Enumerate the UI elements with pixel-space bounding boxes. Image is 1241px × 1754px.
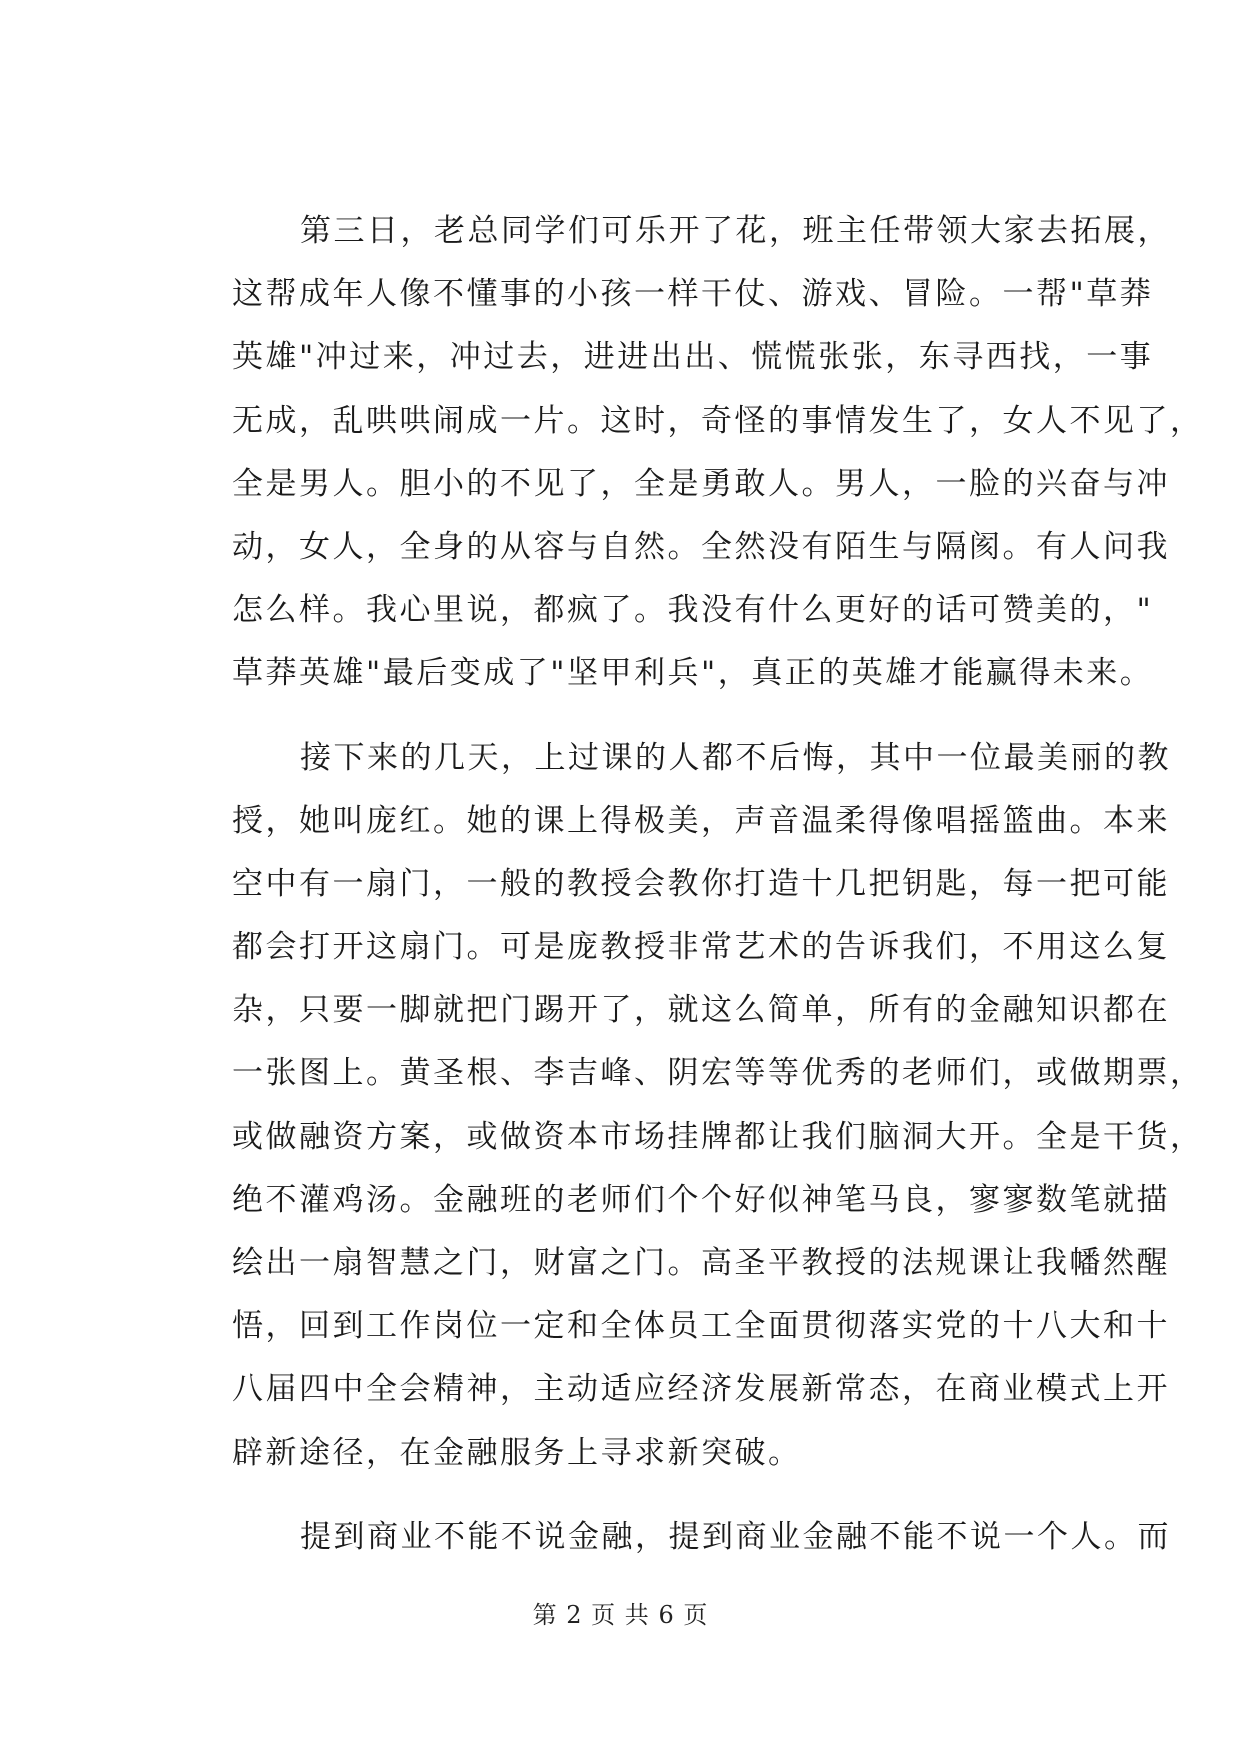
- text-line: 辟新途径，在金融服务上寻求新突破。: [232, 1434, 802, 1471]
- paragraph-2: [232, 727, 1204, 1485]
- paragraph-spacer: [232, 1485, 1077, 1506]
- paragraph-3: [232, 1506, 1171, 1569]
- text-line: 第三日，老总同学们可乐开了花，班主任带领大家去拓展，: [300, 213, 1171, 249]
- document-body: [232, 200, 1204, 1569]
- text-line: 动，女人，全身的从容与自然。全然没有陌生与隔阂。有人问我: [232, 528, 1170, 565]
- text-line: 草莽英雄"最后变成了"坚甲利兵"，真正的英雄才能赢得未来。: [232, 655, 1154, 692]
- page-number-footer: 第 2 页 共 6 页: [532, 1601, 709, 1629]
- text-line: 接下来的几天，上过课的人都不后悔，其中一位最美丽的教: [300, 739, 1171, 776]
- text-line: 全是男人。胆小的不见了，全是勇敢人。男人，一脸的兴奋与冲: [232, 465, 1170, 502]
- paragraph-1: [232, 200, 1204, 706]
- text-line: 绘出一扇智慧之门，财富之门。高圣平教授的法规课让我幡然醒: [232, 1245, 1170, 1281]
- text-line: 一张图上。黄圣根、李吉峰、阴宏等等优秀的老师们，或做期票，: [232, 1055, 1204, 1092]
- text-line: 英雄"冲过来，冲过去，进进出出、慌慌张张，东寻西找，一事: [232, 339, 1154, 376]
- text-line: 或做融资方案，或做资本市场挂牌都让我们脑洞大开。全是干货，: [232, 1118, 1204, 1155]
- text-line: 怎么样。我心里说，都疯了。我没有什么更好的话可赞美的，": [232, 592, 1154, 629]
- text-line: 杂，只要一脚就把门踢开了，就这么简单，所有的金融知识都在: [232, 992, 1170, 1029]
- text-line: 这帮成年人像不懂事的小孩一样干仗、游戏、冒险。一帮"草莽: [232, 276, 1154, 313]
- text-line: 授，她叫庞红。她的课上得极美，声音温柔得像唱摇篮曲。本来: [232, 802, 1170, 839]
- paragraph-spacer: [232, 706, 1077, 727]
- text-line: 绝不灌鸡汤。金融班的老师们个个好似神笔马良，寥寥数笔就描: [232, 1181, 1170, 1218]
- text-line: 提到商业不能不说金融，提到商业金融不能不说一个人。而: [300, 1518, 1171, 1555]
- text-line: 空中有一扇门，一般的教授会教你打造十几把钥匙，每一把可能: [232, 865, 1170, 902]
- text-line: 八届四中全会精神，主动适应经济发展新常态，在商业模式上开: [232, 1371, 1170, 1408]
- text-line: 悟，回到工作岗位一定和全体员工全面贯彻落实党的十八大和十: [232, 1308, 1170, 1345]
- text-line: 都会打开这扇门。可是庞教授非常艺术的告诉我们，不用这么复: [232, 929, 1170, 966]
- text-line: 无成，乱哄哄闹成一片。这时，奇怪的事情发生了，女人不见了，: [232, 402, 1204, 439]
